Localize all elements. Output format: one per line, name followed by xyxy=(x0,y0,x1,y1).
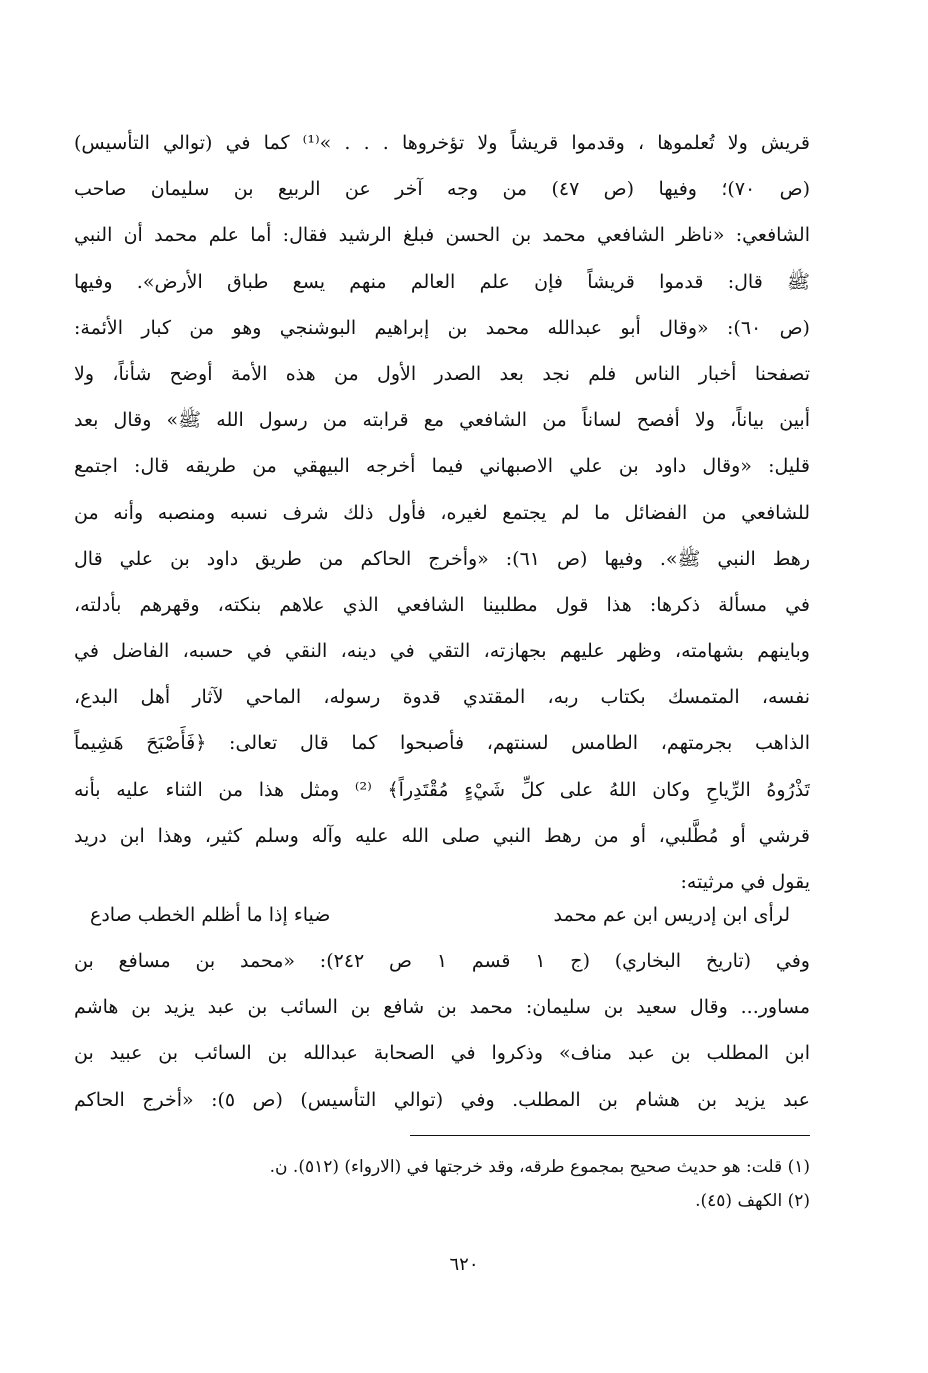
text-line: وباينهم بشهامته، وظهر عليهم بجهازته، التقي في دينه، النقي في حسبه، الفاضل في xyxy=(74,640,810,663)
text-line: قرشي أو مُطَّلبي، أو من رهط النبي صلى الله عليه وآله وسلم كثير، وهذا ابن دريد xyxy=(74,824,810,847)
text-line: (ص ٧٠)؛ وفيها (ص ٤٧) من وجه آخر عن الربيع بن سليمان صاحب xyxy=(74,178,810,201)
text-line: يقول في مرثيته: xyxy=(680,871,810,893)
text-line: ابن المطلب بن عبد مناف» وذكروا في الصحابة عبدالله بن السائب بن عبيد بن xyxy=(74,1042,810,1065)
text-line: للشافعي من الفضائل ما لم يجتمع لغيره، فأول ذلك شرف نسبه ومنصبه وأنه من xyxy=(74,501,810,524)
verse-second-hemistich: ضياء إذا ما أظلم الخطب صادع xyxy=(90,904,331,926)
footnote-1: (١) قلت: هو حديث صحيح بمجموع طرقه، وقد خرجتها في (الارواء) (٥١٢). ن. xyxy=(269,1157,810,1177)
text-line: الشافعي: «ناظر الشافعي محمد بن الحسن فبلغ الرشيد فقال: أما علم محمد أن النبي xyxy=(74,224,810,247)
verse-first-hemistich: لرأى ابن إدريس ابن عم محمد xyxy=(553,904,790,926)
text-line: في مسألة ذكرها: هذا قول مطلبينا الشافعي الذي علاهم بنكته، وقهرهم بأدلته، xyxy=(74,593,810,616)
text-line: مساور... وقال سعيد بن سليمان: محمد بن شافع بن السائب بن عبد يزيد بن هاشم xyxy=(74,996,810,1019)
text-line: رهط النبي ﷺ». وفيها (ص ٦١): «وأخرج الحاكم من طريق داود بن علي قال xyxy=(74,547,810,570)
text-line: ﷺ قال: قدموا قريشاً فإن علم العالم منهم يسع طباق الأرض». وفيها xyxy=(74,270,810,293)
main-text-continuation xyxy=(74,938,810,1123)
footnotes xyxy=(110,1150,810,1218)
poetry-verse xyxy=(90,892,790,938)
text-line: قريش ولا تُعلموها ، وقدموا قريشاً ولا تؤخروها . . . »⁽¹⁾ كما في (توالي التأسيس) xyxy=(74,132,810,154)
text-line: الذاهب بجرمتهم، الطامس لسنتهم، فأصبحوا كما قال تعالى: ﴿فَأَصْبَحَ هَشِيماً xyxy=(74,732,810,755)
text-line: نفسه، المتمسك بكتاب ربه، المقتدي قدوة رسوله، الماحي لآثار أهل البدع، xyxy=(74,686,810,709)
page-number: ٦٢٠ xyxy=(449,1254,479,1275)
footnote-2: (٢) الكهف (٤٥). xyxy=(695,1191,810,1211)
text-line: (ص ٦٠): «وقال أبو عبدالله محمد بن إبراهيم البوشنجي وهو من كبار الأئمة: xyxy=(74,316,810,339)
text-line: وفي (تاريخ البخاري) (ج ١ قسم ١ ص ٢٤٢): «محمد بن مسافع بن xyxy=(74,950,810,972)
text-line: تصفحنا أخبار الناس فلم نجد بعد الصدر الأول من هذه الأمة أوضح شأناً، ولا xyxy=(74,362,810,385)
text-line: تَذْرُوهُ الرِّياحِ وكان اللهُ على كلِّ شَيْءٍ مُقْتَدِراً﴾ ⁽²⁾ ومثل هذا من الثناء عليه بأنه xyxy=(74,778,810,801)
footnote-separator xyxy=(410,1135,810,1136)
text-line: عبد يزيد بن هشام بن المطلب. وفي (توالي التأسيس) (ص ٥): «أخرج الحاكم xyxy=(74,1088,810,1111)
text-line: أبين بياناً، ولا أفصح لساناً من الشافعي مع قرابته من رسول الله ﷺ» وقال بعد xyxy=(74,409,810,432)
main-text-block xyxy=(74,120,810,905)
text-line: قليل: «وقال داود بن علي الاصبهاني فيما أخرجه البيهقي من طريقه قال: اجتمع xyxy=(74,455,810,478)
